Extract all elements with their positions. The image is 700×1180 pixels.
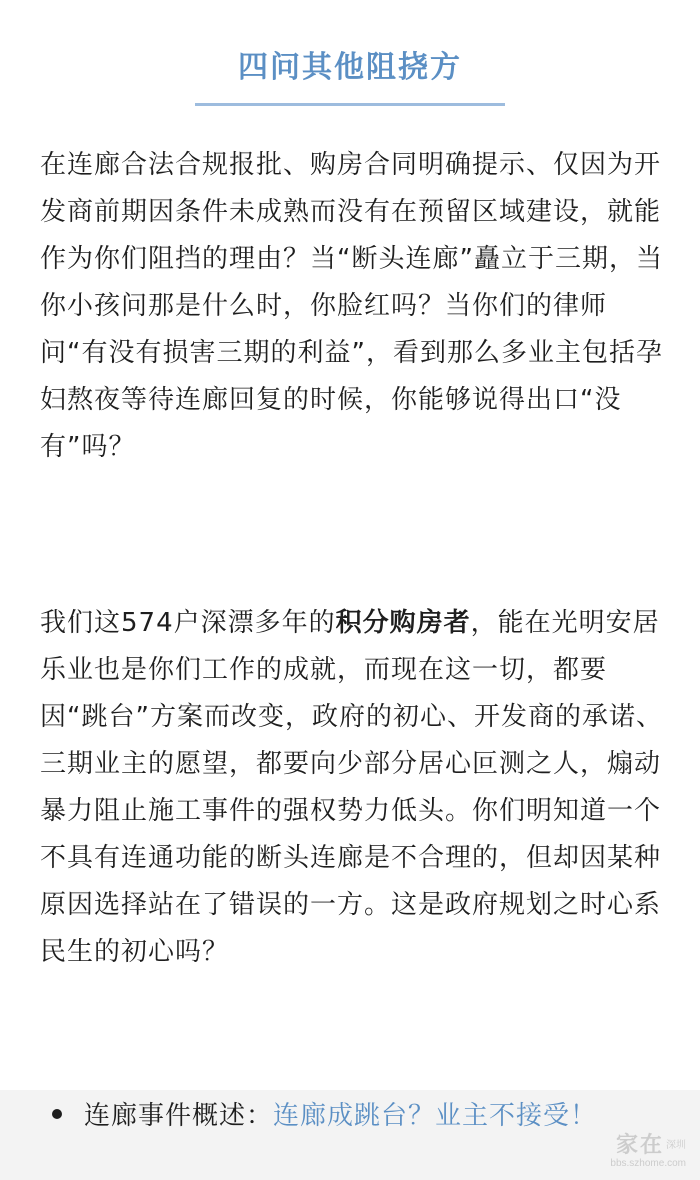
- paragraph-2: [40, 600, 665, 976]
- bullet-dot-icon: [52, 1109, 62, 1119]
- site-watermark: [610, 1134, 686, 1170]
- section-title: 四问其他阻挠方: [238, 50, 462, 85]
- watermark-url: bbs.szhome.com: [610, 1158, 686, 1169]
- watermark-logo: [610, 1134, 686, 1158]
- watermark-badge: 深圳: [666, 1140, 686, 1151]
- related-link-item: [52, 1093, 597, 1139]
- paragraph-2-before: 我们这574户深漂多年的: [40, 608, 336, 638]
- related-article-link[interactable]: 连廊成跳台？业主不接受！: [273, 1101, 598, 1131]
- section-title-wrap: [195, 46, 505, 90]
- paragraph-2-bold: 积分购房者: [335, 608, 471, 638]
- paragraph-1: 在连廊合法合规报批、购房合同明确提示、仅因为开发商前期因条件未成熟而没有在预留区域建设，就能作为你们阻挡的理由？当“断头连廊”矗立于三期，当你小孩问那是什么时，你脸红吗？当你们的律师问“有没有损害三期的利益”，看到那么多业主包括孕妇熬夜等待连廊回复的时候，你能够说得出口“没有”吗？: [40, 150, 663, 462]
- watermark-logo-text: 家在: [615, 1133, 664, 1158]
- title-underline: [195, 103, 505, 106]
- related-label: 连廊事件概述：: [84, 1101, 274, 1131]
- paragraph-2-after: ，能在光明安居乐业也是你们工作的成就，而现在这一切，都要因“跳台”方案而改变，政府的初心、开发商的承诺、三期业主的愿望，都要向少部分居心叵测之人，煽动暴力阻止施工事件的强权势力低头。你们明知道一个不具有连通功能的断头连廊是不合理的，但却因某种原因选择站在了错误的一方。这是政府规划之时心系民生的初心吗？: [40, 608, 663, 967]
